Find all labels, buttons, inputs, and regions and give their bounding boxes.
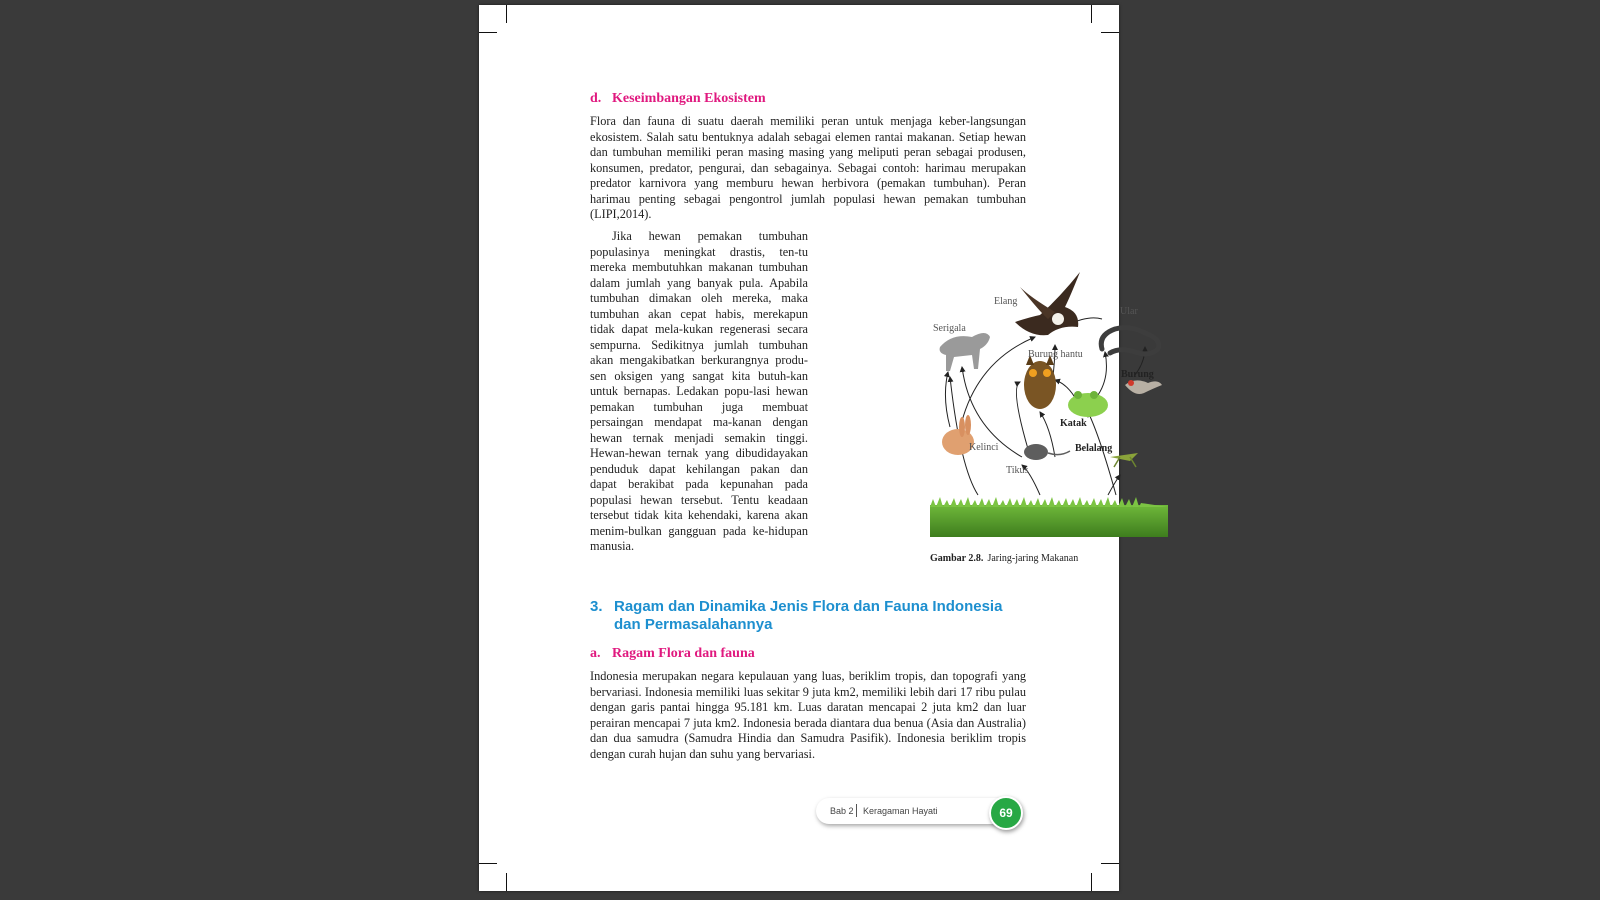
snake-icon	[1101, 328, 1159, 354]
wolf-icon	[940, 333, 990, 371]
label-katak: Katak	[1060, 418, 1087, 429]
crop-mark	[479, 863, 497, 864]
crop-mark	[506, 873, 507, 891]
caption-text: Jaring-jaring Makanan	[987, 553, 1079, 564]
caption-label: Gambar 2.8.	[930, 553, 984, 564]
footer-chapter: Bab 2	[830, 806, 854, 816]
subheading-marker: d.	[590, 91, 602, 106]
section-number: 3.	[590, 598, 603, 615]
footer-divider	[856, 804, 857, 817]
food-web-figure	[930, 267, 1168, 564]
frog-icon	[1068, 391, 1108, 417]
paragraph-ekosistem-intro: Flora dan fauna di suatu daerah memiliki peran untuk menjaga keber-langsungan ekosistem. Salah satu bentuknya adalah sebagai elemen rantai makanan. Setiap hewan dan tumbuhan memiliki peran masing masing yang meliputi peran sebagai produsen, konsumen, predator, pengurai, dan sebagainya. Sebagai contoh: harimau merupakan predator karnivora yang memburu hewan herbivora (pemakan tumbuhan). Peran harimau penting sebagai pengontrol jumlah populasi hewan pemakan tumbuhan (LIPI,2014).	[590, 114, 1026, 221]
subheading-title: Ragam Flora dan fauna	[612, 646, 755, 661]
label-ular: Ular	[1120, 306, 1138, 317]
label-elang: Elang	[994, 296, 1018, 307]
mouse-icon	[1024, 444, 1070, 460]
crop-mark	[506, 5, 507, 23]
eagle-icon	[1015, 272, 1080, 335]
subheading-title: Keseimbangan Ekosistem	[612, 91, 766, 106]
label-serigala: Serigala	[933, 323, 966, 334]
crop-mark	[479, 32, 497, 33]
label-kelinci: Kelinci	[969, 442, 999, 453]
label-belalang: Belalang	[1075, 443, 1113, 454]
paragraph-populasi-herbivora: Jika hewan pemakan tumbuhan populasinya meningkat drastis, ten-tu mereka membutuhkan makanan tumbuhan dalam jumlah yang banyak pula. Apabila tumbuhan dimakan oleh mereka, maka tumbuhan akan cepat habis, merekapun tidak dapat mela-kukan regenerasi secara sempurna. Sedikitnya jumlah tumbuhan akan mengakibatkan berkurangnya produ-sen oksigen yang sangat kita butuh-kan untuk bernapas. Ledakan popu-lasi hewan pemakan tumbuhan juga membuat persaingan mendapat ma-kanan dengan hewan ternak menjadi semakin tinggi. Hewan-hewan ternak yang dibudidayakan penduduk dapat kehilangan pakan dan dapat berakibat pada kepunahan pada populasi hewan tersebut. Tentu keadaan tersebut tidak kita kehendaki, karena akan menim-bulkan gangguan pada ke-hidupan manusia.	[590, 229, 808, 553]
page-number-badge: 69	[989, 796, 1023, 830]
label-burung-hantu: Burung hantu	[1028, 349, 1083, 360]
subheading-marker: a.	[590, 646, 601, 661]
section-title: Ragam dan Dinamika Jenis Flora dan Fauna Indonesia dan Permasalahannya	[614, 598, 1003, 633]
owl-icon	[1024, 355, 1056, 409]
crop-mark	[1101, 32, 1119, 33]
footer-title: Keragaman Hayati	[863, 806, 938, 816]
crop-mark	[1101, 863, 1119, 864]
grass-image	[930, 505, 1168, 537]
page-footer	[816, 798, 1018, 824]
crop-mark	[1091, 873, 1092, 891]
label-tikus: Tikus	[1006, 465, 1029, 476]
subheading-keseimbangan-ekosistem	[590, 91, 766, 107]
crop-mark	[1091, 5, 1092, 23]
label-burung: Burung	[1121, 369, 1154, 380]
grasshopper-icon	[1110, 453, 1138, 467]
subheading-ragam-flora-fauna	[590, 646, 755, 662]
document-page	[479, 5, 1154, 891]
figure-caption	[930, 551, 1078, 567]
paragraph-indonesia: Indonesia merupakan negara kepulauan yang luas, beriklim tropis, dan topografi yang bervariasi. Indonesia memiliki luas sekitar 9 juta km2, memiliki lebih dari 17 ribu pulau dengan garis pantai hingga 95.181 km. Luas daratan mencapai 2 juta km2 dan luar perairan mencapai 7 juta km2. Indonesia berada diantara dua benua (Asia dan Australia) dan dua samudra (Samudra Hindia dan Samudra Pasifik). Indonesia beriklim tropis dengan curah hujan dan suhu yang bervariasi.	[590, 669, 1026, 761]
